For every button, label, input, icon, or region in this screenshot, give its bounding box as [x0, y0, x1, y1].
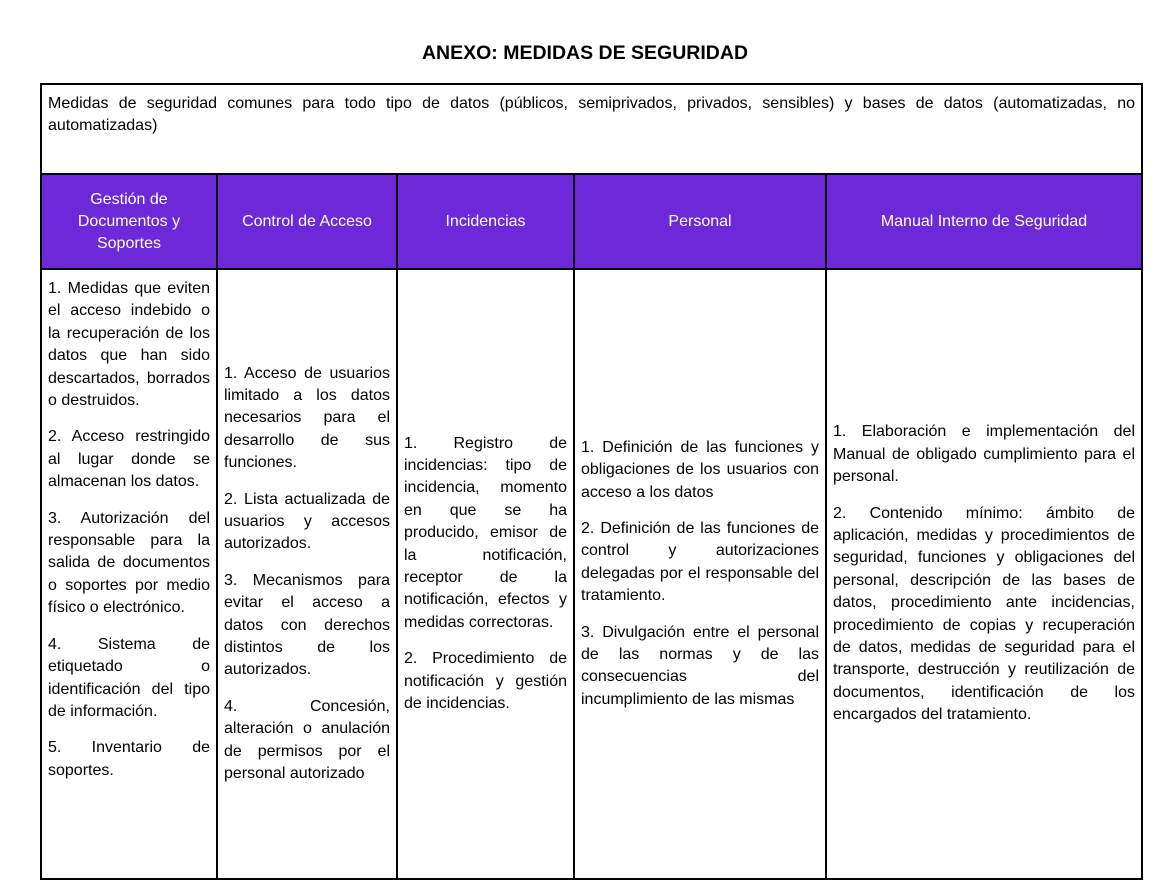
column-header-manual: Manual Interno de Seguridad: [826, 174, 1142, 269]
list-item: 1. Elaboración e implementación del Manual de obligado cumplimiento para el personal.: [833, 423, 1135, 486]
content-row: [41, 269, 1142, 879]
intro-row: [41, 84, 1142, 174]
cell-incidencias: [397, 269, 574, 879]
cell-control-acceso: [217, 269, 397, 879]
header-row: [41, 174, 1142, 269]
list-item: 3. Mecanismos para evitar el acceso a datos con derechos distintos de los autorizados.: [224, 571, 390, 679]
list-item: 1. Definición de las funciones y obligaciones de los usuarios con acceso a los datos: [581, 438, 819, 501]
list-item: 4. Concesión, alteración o anulación de permisos por el personal autorizado: [224, 697, 390, 783]
list-item: 2. Lista actualizada de usuarios y accesos autorizados.: [224, 490, 390, 553]
cell-personal: [574, 269, 826, 879]
list-item: 1. Acceso de usuarios limitado a los datos necesarios para el desarrollo de sus funciones.: [224, 364, 390, 472]
document-title: ANEXO: MEDIDAS DE SEGURIDAD: [421, 42, 749, 64]
security-measures-table: [40, 83, 1143, 880]
intro-text: Medidas de seguridad comunes para todo tipo de datos (públicos, semiprivados, privados, sensibles) y bases de datos (automatizadas, no automatizadas): [41, 84, 1142, 174]
list-item: 3. Autorización del responsable para la salida de documentos o soportes por medio físico o electrónico.: [48, 509, 210, 617]
column-header-gestion: Gestión de Documentos y Soportes: [41, 174, 217, 269]
cell-manual: [826, 269, 1142, 879]
list-item: 4. Sistema de etiquetado o identificación del tipo de información.: [48, 635, 210, 720]
list-item: 1. Registro de incidencias: tipo de incidencia, momento en que se ha producido, emisor de la notificación, receptor de la notificación, efectos y medidas correctoras.: [404, 434, 567, 631]
list-item: 1. Medidas que eviten el acceso indebido o la recuperación de los datos que han sido descartados, borrados o destruidos.: [48, 280, 210, 410]
list-item: 2. Definición de las funciones de control y autorizaciones delegadas por el responsable del tratamiento.: [581, 519, 819, 605]
list-item: 3. Divulgación entre el personal de las normas y de las consecuencias del incumplimiento de las mismas: [581, 623, 819, 708]
column-header-control-acceso: Control de Acceso: [217, 174, 397, 269]
list-item: 2. Acceso restringido al lugar donde se almacenan los datos.: [48, 428, 210, 491]
list-item: 2. Contenido mínimo: ámbito de aplicación, medidas y procedimientos de seguridad, funciones y obligaciones del personal, descripción de las bases de datos, procedimiento ante incidencias, procedimiento de copias y recuperación de datos, medidas de seguridad para el transporte, destrucción y reutilización de documentos, identificación de los encargados del tratamiento.: [833, 504, 1135, 724]
list-item: 5. Inventario de soportes.: [48, 739, 210, 779]
column-header-incidencias: Incidencias: [397, 174, 574, 269]
cell-gestion: [41, 269, 217, 879]
list-item: 2. Procedimiento de notificación y gestión de incidencias.: [404, 650, 567, 713]
column-header-personal: Personal: [574, 174, 826, 269]
